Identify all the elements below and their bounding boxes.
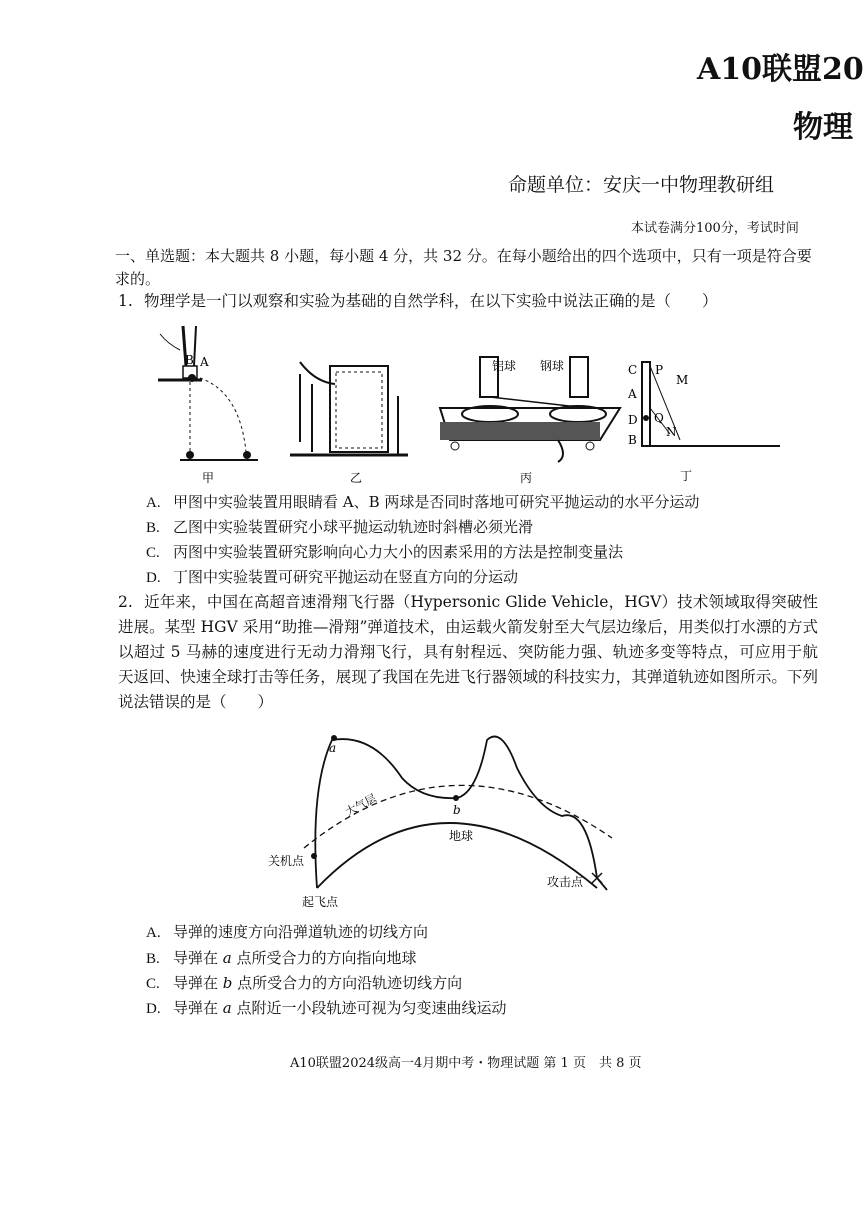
q2-trajectory-figure <box>262 728 622 914</box>
label-ding-m: M <box>676 373 689 387</box>
figure-bing <box>440 357 620 485</box>
q1-option-d: D. 丁图中实验装置可研究平抛运动在竖直方向的分运动 <box>146 568 519 586</box>
page-footer: A10联盟2024级高一4月期中考・物理试题 第 1 页 共 8 页 <box>290 1056 642 1071</box>
caption-bing: 丙 <box>520 471 533 485</box>
label-earth: 地球 <box>449 829 474 843</box>
label-ding-a: A <box>628 387 637 401</box>
question-number: 2. <box>118 593 133 611</box>
q1-option-b: B. 乙图中实验装置研究小球平抛运动轨迹时斜槽必须光滑 <box>146 518 534 536</box>
question-2 <box>118 590 818 715</box>
author-unit: 命题单位：安庆一中物理教研组 <box>508 174 775 196</box>
label-b: B <box>185 353 194 367</box>
q1-option-c: C. 丙图中实验装置研究影响向心力大小的因素采用的方法是控制变量法 <box>146 543 624 561</box>
label-ding-c: C <box>628 363 638 377</box>
exam-subject: 物理 <box>793 110 853 145</box>
q2-option-b: B. 导弹在 a 点所受合力的方向指向地球 <box>146 949 417 967</box>
q2-option-c: C. 导弹在 b 点所受合力的方向沿轨迹切线方向 <box>146 974 463 992</box>
label-b: b <box>453 803 461 817</box>
figure-yi <box>290 362 408 485</box>
label-attack: 攻击点 <box>547 875 584 889</box>
question-text: 物理学是一门以观察和实验为基础的自然学科，在以下实验中说法正确的是（ ） <box>144 292 718 310</box>
label-a: a <box>329 741 337 755</box>
label-lvqiu: 铝球 <box>492 359 517 373</box>
label-takeoff: 起飞点 <box>302 895 339 909</box>
q1-figures <box>150 322 790 490</box>
exam-note: 本试卷满分100分，考试时间 <box>631 221 799 236</box>
label-ding-d: D <box>628 413 638 427</box>
label-ding-p: P <box>655 363 664 377</box>
caption-jia: 甲 <box>202 471 215 485</box>
point-b <box>453 795 459 801</box>
caption-ding: 丁 <box>680 469 693 483</box>
label-gangqiu: 钢球 <box>540 359 565 373</box>
q2-option-a: A. 导弹的速度方向沿弹道轨迹的切线方向 <box>146 923 429 941</box>
question-number: 1. <box>118 292 133 310</box>
label-ding-n: N <box>666 425 677 439</box>
point-shutdown <box>311 853 317 859</box>
q1-option-a: A. 甲图中实验装置用眼睛看 A、B 两球是否同时落地可研究平抛运动的水平分运动 <box>146 493 700 511</box>
figure-ding <box>627 362 780 483</box>
label-atmosphere: 大气层 <box>343 791 379 819</box>
label-a: A <box>200 355 209 369</box>
label-shutdown: 关机点 <box>268 854 305 868</box>
label-ding-b: B <box>628 433 637 447</box>
exam-title: A10联盟20 <box>697 52 864 87</box>
question-text: 近年来，中国在高超音速滑翔飞行器（Hypersonic Glide Vehicle，HGV）技术领域取得突破性进展。某型 HGV 采用“助推—滑翔”弹道技术，由运载火箭发射至大气层边缘后，用类似打水漂的方式以超过 5 马赫的速度进行无动力滑翔飞行，具有射程远、突防能力强、轨迹多变等特点，可应用于航天返回、快速全球打击等任务，展现了我国在先进飞行器领域的科技实力，其弹道轨迹如图所示。下列说法错误的是（ ） <box>118 593 818 711</box>
q2-option-d: D. 导弹在 a 点附近一小段轨迹可视为匀变速曲线运动 <box>146 999 507 1017</box>
question-1 <box>118 289 818 314</box>
label-ding-q: Q <box>654 411 664 425</box>
figure-jia <box>158 326 258 485</box>
caption-yi: 乙 <box>350 471 363 485</box>
section-heading: 一、单选题：本大题共 8 小题，每小题 4 分，共 32 分。在每小题给出的四个选项中，只有一项是符合要求的。 <box>115 247 812 288</box>
